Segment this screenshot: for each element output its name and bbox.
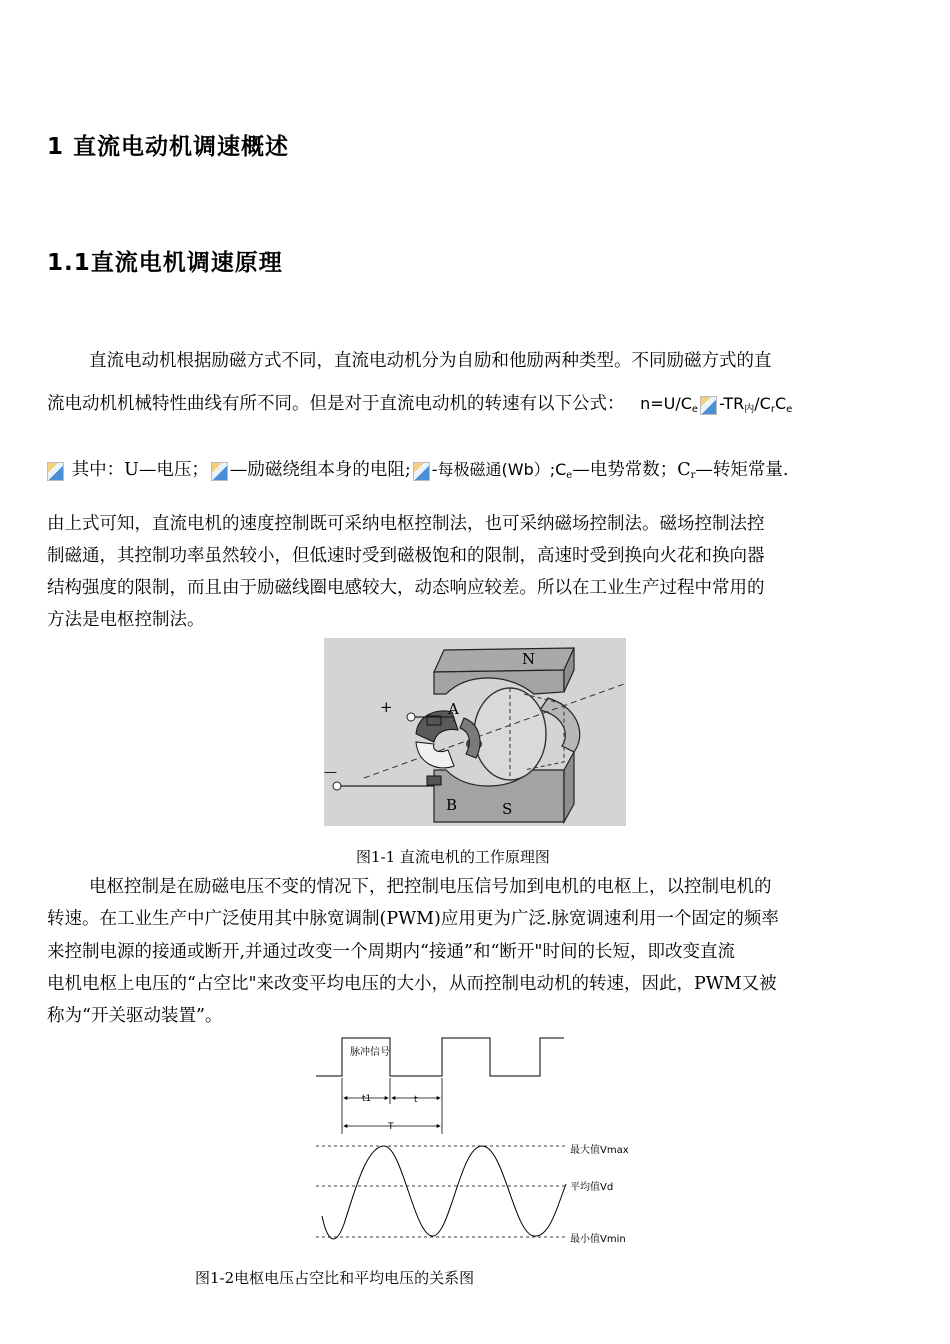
para3-line5: 称为“开关驱动装置”。 [47, 1006, 223, 1026]
label-plus: + [380, 698, 393, 716]
def-emf-constant: —电势常数；C [572, 460, 691, 480]
formula-part: C [774, 394, 787, 413]
label-a: A [448, 700, 459, 718]
figure1-caption: 图1-1 直流电机的工作原理图 [356, 848, 550, 866]
para3-line4: 电机电枢上电压的“占空比"来改变平均电压的大小，从而控制电动机的转速，因此，PWM又被 [47, 974, 777, 994]
speed-formula [640, 394, 792, 413]
def-flux: -每极磁通(Wb）;C [431, 460, 567, 479]
para3-line3: 来控制电源的接通或断开,并通过改变一个周期内“接通”和“断开"时间的长短，即改变直流 [47, 942, 735, 962]
vd-label: 平均值Vd [570, 1182, 614, 1193]
heading-1-1: 1.1直流电机调速原理 [47, 250, 283, 276]
label-b: B [446, 796, 458, 814]
brush-b [427, 776, 441, 785]
terminal-plus [407, 713, 415, 721]
vmin-label: 最小值Vmin [570, 1234, 626, 1245]
formula-part: n=U/C [640, 394, 692, 413]
label-n: N [522, 650, 536, 668]
def-voltage: 其中：U—电压； [71, 460, 209, 480]
para3-line1: 电枢控制是在励磁电压不变的情况下，把控制电压信号加到电机的电枢上，以控制电机的 [89, 877, 772, 897]
period-label: T [388, 1122, 394, 1132]
t-label: t [414, 1095, 418, 1105]
formula-image-icon [700, 396, 717, 415]
para2-line2: 制磁通，其控制功率虽然较小，但低速时受到磁极饱和的限制，高速时受到换向火花和换向器 [47, 546, 765, 566]
para2-line3: 结构强度的限制，而且由于励磁线圈电感较大，动态响应较差。所以在工业生产过程中常用的 [47, 578, 765, 598]
pulse-label: 脉冲信号 [350, 1047, 390, 1058]
label-s: S [502, 800, 513, 818]
para3-line2: 转速。在工业生产中广泛使用其中脉宽调制(PWM)应用更为广泛.脉宽调速利用一个固定的频率 [47, 909, 779, 929]
formula-image-icon [413, 462, 430, 481]
formula-sub: e [786, 404, 793, 415]
para2-line4: 方法是电枢控制法。 [47, 610, 205, 630]
formula-sub: e [691, 404, 699, 415]
para1-line2-text: 流电动机机械特性曲线有所不同。但是对于直流电动机的转速有以下公式： [47, 394, 625, 414]
definitions-line [45, 459, 788, 487]
formula-image-icon [211, 462, 228, 481]
formula-part: -TR [719, 394, 745, 413]
north-pole-top [434, 648, 574, 672]
voltage-waveform [322, 1146, 566, 1239]
def-resistance: —励磁绕组本身的电阻; [229, 460, 411, 480]
label-minus: — [324, 765, 337, 780]
terminal-minus [333, 782, 341, 790]
formula-image-icon [47, 462, 64, 481]
para2-line1: 由上式可知，直流电机的速度控制既可采纳电枢控制法，也可采纳磁场控制法。磁场控制法控 [47, 514, 765, 534]
formula-part: /C [754, 394, 771, 413]
def-torque-constant: —转矩常量. [695, 460, 789, 480]
formula-sub: 内 [744, 404, 755, 415]
def-sub: e [566, 470, 573, 481]
dc-motor-principle-figure [324, 638, 626, 826]
formula-sub: r [770, 404, 775, 415]
vmax-label: 最大值Vmax [570, 1145, 629, 1156]
figure2-caption: 图1-2电枢电压占空比和平均电压的关系图 [195, 1269, 475, 1287]
para1-line1: 直流电动机根据励磁方式不同，直流电动机分为自励和他励两种类型。不同励磁方式的直 [89, 351, 772, 371]
heading-1: 1 直流电动机调速概述 [47, 134, 290, 160]
para1-line2 [47, 393, 792, 421]
pwm-duty-cycle-figure [314, 1034, 634, 1246]
def-sub: r [690, 470, 696, 481]
t1-label: t1 [362, 1094, 372, 1104]
